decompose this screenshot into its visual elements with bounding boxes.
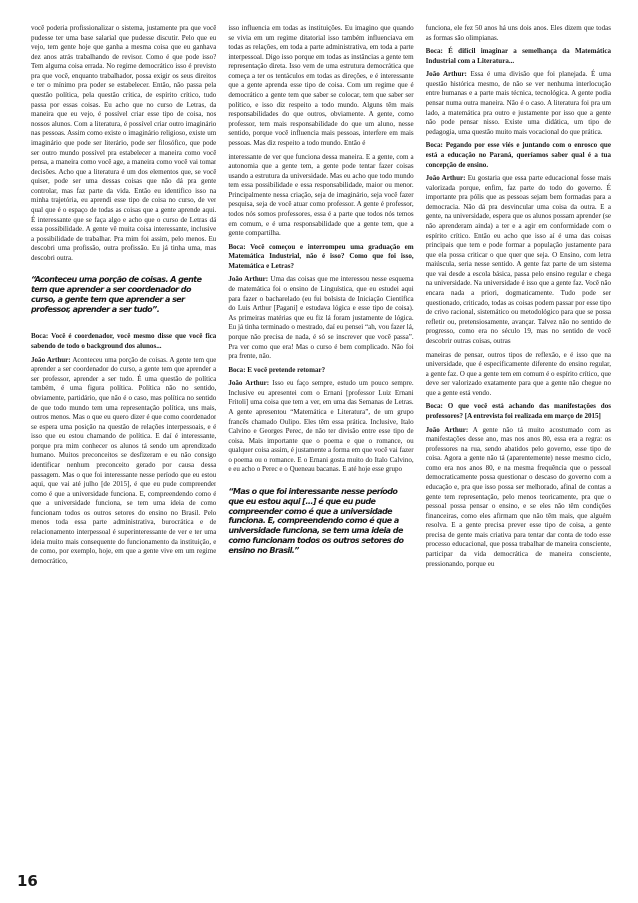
text-column-2: [228, 24, 413, 866]
paragraph: funciona, ele fez 50 anos há uns dois anos. Eles dizem que todas as formas são olimpianas.: [425, 24, 611, 42]
interview-question: Boca: Pegando por esse viés e juntando com o enrosco que está a educação no Paraná, queríamos saber qual é a tua concepção de ensino.: [425, 141, 611, 169]
page-number: 16: [17, 872, 38, 890]
answer-text: Essa é uma divisão que foi planejada. É uma questão histórica mesmo, de não se ver nenhuma interlocução entre humanas e a parte mais técnica, tecnológica. A gente podia pensar numa outra maneira. Não é o caso. A literatura foi pra um lado, a matemática pra outro e justamente por isso que a gente não pode pensar nisso. Existe uma didática, um tipo de pedagogia, uma questão muito mais vocacional do que prática.: [425, 70, 611, 136]
interview-answer: [426, 70, 611, 137]
pull-quote: “Aconteceu uma porção de coisas. A gente tem que aprender a ser coordenador do curso, a gente tem que aprender a ser professor, aprender a ser tudo”.: [31, 275, 202, 314]
interview-answer: [228, 379, 413, 475]
speaker-name: João Arthur:: [425, 174, 466, 183]
interview-answer: [31, 356, 216, 567]
text-column-1: [31, 24, 216, 866]
interview-question: Boca: E você pretende retomar?: [228, 365, 326, 374]
interview-question: Boca: É difícil imaginar a semelhança da Matemática Industrial com a Literatura...: [425, 47, 611, 65]
answer-text: Eu gostaria que essa parte educacional fosse mais valorizada porque, enfim, faz parte do todo do governo. É importante pra pólis que as pessoas sejam bem formadas para a democracia. Não dá pra desvincular uma coisa da outra. E a gente, na universidade, espera que os alunos possam aprender (se não aprenderam ainda) a ter e a agir em conformidade com o espírito crítico. Então eu acho que isso aí é uma das coisas principais que tem e pode formar a população justamente para que ela possa criticar o que quer que seja. O Ensino, com letra maiúscula, seria nesse sentido. A gente faz parte de um sistema que vai desde a escola básica, passa pelo ensino regular e chega na universidade. Na universidade é isso que a gente faz. Você não encara nada a priori, dogmaticamente. Tudo pode ser questionado, criticado, todas as coisas podem passar por esse tipo de crivo racional, sistemático ou metodológico para que se possa refletir ou, pretensiosamente, avançar. Talvez não no sentido de progresso, como era no século 19, mas no sentido de você descobrir outras coisas, outras: [425, 174, 611, 345]
speaker-name: João Arthur:: [31, 355, 71, 364]
interview-question: Boca: Você é coordenador, você mesmo disse que você fica sabendo de todo o background dos alunos...: [31, 332, 217, 351]
article-body: [31, 24, 611, 866]
speaker-name: João Arthur:: [425, 425, 469, 434]
interview-answer: [426, 174, 611, 346]
speaker-name: João Arthur:: [228, 275, 269, 284]
speaker-name: João Arthur:: [228, 379, 270, 388]
interview-question: Boca: Você começou e interrompeu uma graduação em Matemática Industrial, não é isso? Como que foi isso, Matemática e Letras?: [228, 242, 414, 270]
text-column-3: [426, 24, 611, 866]
interview-answer: [426, 426, 611, 570]
interview-answer: [228, 275, 413, 361]
paragraph: você poderia profissionalizar o sistema, justamente pra que você pudesse ter uma base salarial que pudesse discutir. Pelo que eu vejo, tem gente hoje que ganha a mesma coisa que eu ganhava dez anos atrás trabalhando de revisor. Como é que pode isso? Tem alguma coisa errada. No regime democrático isso é previsto pra que você, enquanto trabalhador, possa exigir os seus direitos e ter o mínimo pra poder se estabelecer. Então, não passa pela questão política, pela questão crítica, de espírito crítico, tudo passa por essas coisas. Eu acho que no curso de Letras, da maneira que eu vejo, é possível criar esse tipo de coisa, nos nossos alunos. Com a literatura, é possível criar outro imaginário nas pessoas. Assim como existe o imaginário religioso, existe um imaginário que pode ser literário, pode ser filosófico, que pode ser outro mundo possível pra estabelecer a maneira como você pensa, a maneira como você age, a maneira como você vai tomar decisões. Acho que a literatura é um dos elementos que, se você quiser, pode ser uma dessas coisas que não dá pra gente controlar, mas faz parte da vida. Então eu identifico isso na minha trajetória, eu aprendi esse tipo de coisa no curso, de ver qual que é o espaço de todas as coisas que a gente aprende aqui. É interessante que se faça algo e acho que o curso de Letras dá essa possibilidade. A gente vê muita coisa interessante, inclusive a possibilidade de trabalhar. Pra mim foi assim, pelo menos. Eu descobri uma profissão, outra profissão. Eu já tinha uma, mas descobri outra.: [31, 24, 217, 262]
answer-text: A gente não tá muito acostumado com as manifestações desse ano, mas nos anos 80, essa era a regra: os professores na rua, sendo abatidos pelo governo, esse tipo de coisa. Agora a gente não tá (aparentemente) nesse mesmo ciclo, como era nos anos 80, e na mesma frequência que o pessoal democraticamente possa questionar o descaso do governo com a educação e, pra que isso possa ser melhorado, afinal de contas a gente tem representação, pelo menos teoricamente, pra que o pessoal possa pensar o ensino, e se eles não têm condições financeiras, como eles afirmam que não têm mais, que alguém resolva. E a gente precisa prever esse tipo de coisa, a gente precisa de gente mais criativa para tentar dar conta de todo esse processo educacional, que possa trabalhar de maneira consciente, participar da vida democrática de maneira consciente, pressionando, porque eu: [425, 425, 611, 568]
answer-text: Uma das coisas que me interessou nesse esquema de matemática foi o ensino de Linguística, que eu estudei aqui para fazer o bacharelado (eu fui bolsista de Iniciação Científica do Luis Arthur [Pagani] e estudava lógica e esse tipo de coisa). As primeiras matérias que eu fiz lá foram justamente de lógica. Eu já tinha terminado o mestrado, daí eu pensei “ah, vou fazer lá, porque não precisa de nada, é só se inscrever que você passa”. Pra ver como que era! Mas o curso é bem complicado. Não foi pra frente, não.: [228, 275, 414, 361]
answer-text: Aconteceu uma porção de coisas. A gente tem que aprender a ser coordenador do curso, a gente tem que aprender a ser professor, aprender a ser tudo. É uma questão de política também, é uma figura política. Política não no sentido, obviamente, partidário, que não é o caso, mas política no sentido de que todo mundo tem uma representação política, uns mais, outros menos. Mas o que eu quero dizer é que como coordenador se espera uma posição na questão de relações interpessoais, e é isso que eu estou chamando de política. E daí é interessante, porque pra mim conhecer os alunos tá sendo um aprendizado humano. Muitos preconceitos se desfizeram e eu não consigo identificar nenhum preconceito gerado por causa dessa passagem. Mas o que foi interessante nesse período que eu estou aqui, que vai até julho [de 2015], é que eu pude compreender como é que a universidade funciona. E, compreendendo como é que a universidade funciona, se tem uma ideia de como funcionam todos os outros setores do ensino no Brasil. Pelo menos toda essa parte administrativa, burocrática e de relacionamento interpessoal é superinteressante de ver e ter uma ideia muito mais consequente do funcionamento da instituição, e de como, por exemplo, hoje, em que a gente vive em um regime democrático,: [31, 355, 217, 565]
interview-question: Boca: O que você está achando das manifestações dos professores? [A entrevista foi realizada em março de 2015]: [425, 402, 611, 420]
paragraph: isso influencia em todas as instituições. Eu imagino que quando se vivia em um regime ditatorial isso também influenciava em todas as relações, em toda a parte administrativa, em toda a parte interpessoal. Digo isso porque em todas as instâncias a gente tem representação direta. Isso vem de uma estrutura democrática que começa a ter os tentáculos em todas as direções, e é interessante que a gente aprenda esse tipo de coisa. Com um regime que é democrático a gente tem que saber se colocar, tem que saber ser político, e isso diz respeito a todo mundo. Alguns têm mais responsabilidades do que outros, obviamente. A gente, como professor, tem mais responsabilidade do que um aluno, nesse sentido, porque você influencia mais pessoas, interfere em mais pessoas. Mas diz respeito a todo mundo. Então é: [228, 24, 414, 147]
answer-text: Isso eu faço sempre, estudo um pouco sempre. Inclusive eu apresentei com o Ernani [professor Luiz Ernani Fritoli] uma coisa que tem a ver, em uma das Semanas de Letras. A gente apresentou “Matemática e Literatura”, de um grupo francês chamado Oulipo. Eles têm essa prática. Inclusive, Italo Calvino e Georges Perec, de não ter divisão entre esse tipo de coisa. Mais importante que o poema e que o romance, ou qualquer coisa assim, é justamente a forma em que você vai fazer o poema ou o romance. E o Ernani gosta muito do Italo Calvino, e eu acho o Perec e o Queneau bacanas. E até hoje esse grupo: [228, 379, 414, 474]
paragraph: interessante de ver que funciona dessa maneira. E a gente, com a autonomia que a gente tem, a gente pode tentar fazer coisas usando a estrutura da universidade. Mas eu acho que todo mundo tem essa possibilidade e essa responsabilidade, maior ou menor. Principalmente nessa criação, seja de imaginário, seja você fazer pesquisa, seja de você atuar como professor. A gente é professor, todos nós somos professores, essa é a parte que todos nós temos em comum, e é uma responsabilidade que a gente tem, que a gente compartilha.: [228, 152, 414, 238]
pull-quote: “Mas o que foi interessante nesse período que eu estou aqui [...] é que eu pude compreender como é que a universidade funciona. E, compreendendo como é que a universidade funciona, se tem uma ideia de como funcionam todos os outros setores do ensino no Brasil.”: [228, 487, 404, 555]
paragraph: maneiras de pensar, outros tipos de reflexão, e é isso que na universidade, que é especificamente diferente do ensino regular, a gente faz. O que a gente tem em comum é o espírito crítico, que deve ser valorizado exatamente para que a gente não chegue no que a gente está vendo.: [425, 350, 611, 397]
speaker-name: João Arthur:: [425, 70, 467, 79]
